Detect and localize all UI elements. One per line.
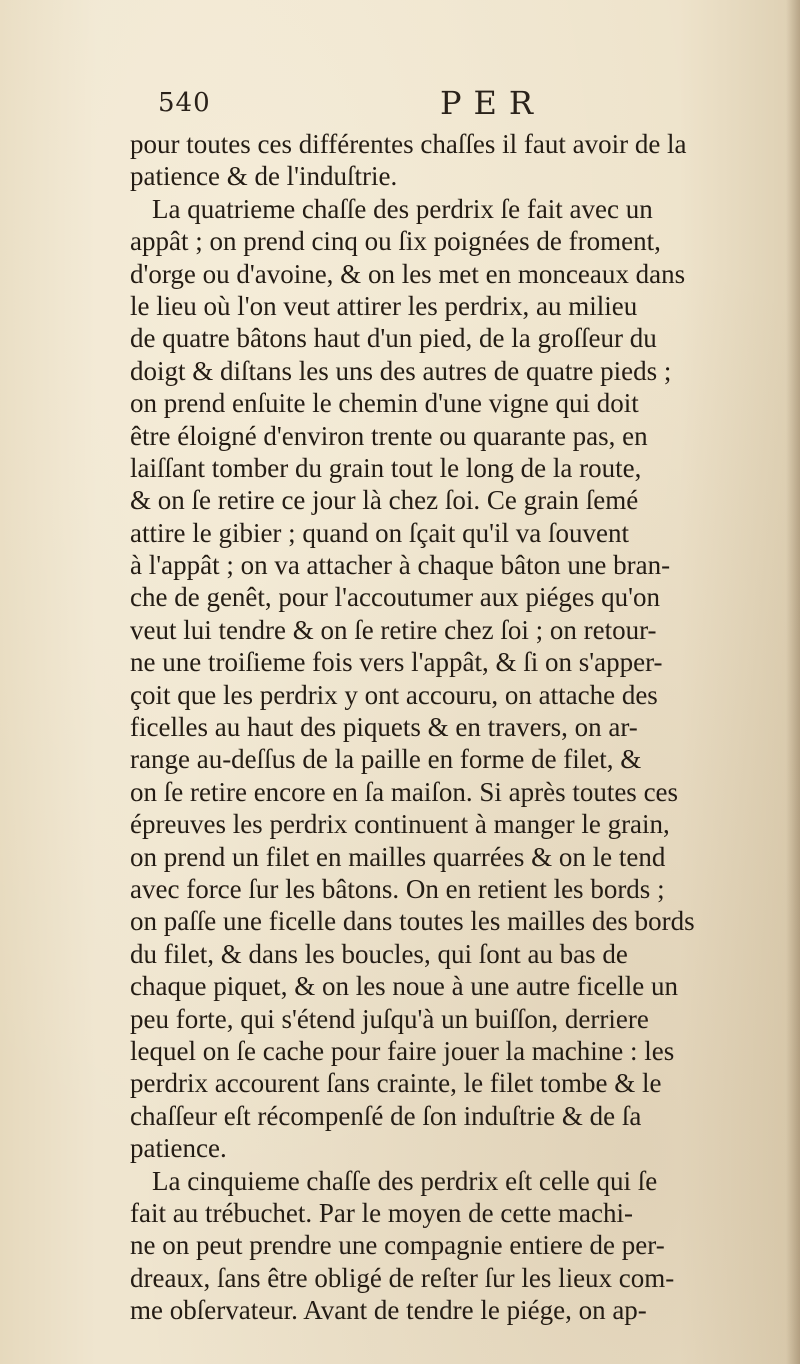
body-text [130, 128, 790, 1326]
text-line: patience & de l'induſtrie. [130, 161, 398, 192]
text-line: ne une troiſieme fois vers l'appât, & ſi on s'apper- [130, 647, 663, 678]
text-line: on prend enſuite le chemin d'une vigne qui doit [130, 388, 639, 419]
text-line: & on ſe retire ce jour là chez ſoi. Ce grain ſemé [130, 485, 639, 516]
text-line: dreaux, ſans être obligé de reſter ſur les lieux com- [130, 1262, 675, 1293]
running-head: PER [440, 84, 545, 122]
text-line: fait au trébuchet. Par le moyen de cette machi- [130, 1197, 634, 1228]
text-line: veut lui tendre & on ſe retire chez ſoi ; on retour- [130, 614, 657, 645]
text-line: être éloigné d'environ trente ou quarante pas, en [130, 420, 648, 451]
text-line: range au-deſſus de la paille en forme de filet, & [130, 744, 642, 775]
text-line: attire le gibier ; quand on ſçait qu'il va ſouvent [130, 517, 629, 548]
text-line: ne on peut prendre une compagnie entiere de per- [130, 1230, 665, 1261]
page-number: 540 [158, 88, 211, 118]
text-line: La cinquieme chaſſe des perdrix eſt celle qui ſe [152, 1165, 658, 1196]
text-line: perdrix accourent ſans crainte, le filet tombe & le [130, 1068, 662, 1099]
text-line: doigt & diſtans les uns des autres de quatre pieds ; [130, 355, 672, 386]
text-line: chaſſeur eſt récompenſé de ſon induſtrie & de ſa [130, 1100, 642, 1131]
text-line: avec force ſur les bâtons. On en retient les bords ; [130, 873, 665, 904]
text-line: laiſſant tomber du grain tout le long de la route, [130, 452, 642, 483]
text-line: pour toutes ces différentes chaſſes il faut avoir de la [130, 129, 687, 159]
text-line: on prend un filet en mailles quarrées & on le tend [130, 841, 666, 872]
text-line: d'orge ou d'avoine, & on les met en monceaux dans [130, 258, 686, 289]
text-line: appât ; on prend cinq ou ſix poignées de froment, [130, 226, 661, 257]
page-header [158, 84, 778, 128]
text-line: patience. [130, 1133, 227, 1164]
text-line: lequel on ſe cache pour faire jouer la machine : les [130, 1035, 675, 1066]
text-line: La quatrieme chaſſe des perdrix ſe fait avec un [152, 193, 653, 224]
text-line: on ſe retire encore en ſa maiſon. Si après toutes ces [130, 776, 679, 807]
text-line: du filet, & dans les boucles, qui ſont au bas de [130, 938, 628, 969]
text-line: le lieu où l'on veut attirer les perdrix, au milieu [130, 290, 638, 321]
text-line: à l'appât ; on va attacher à chaque bâton une bran- [130, 550, 671, 581]
text-line: de quatre bâtons haut d'un pied, de la groſſeur du [130, 323, 657, 354]
text-line: çoit que les perdrix y ont accouru, on attache des [130, 679, 658, 710]
text-line: épreuves les perdrix continuent à manger le grain, [130, 809, 670, 840]
text-line: che de genêt, pour l'accoutumer aux piéges qu'on [130, 582, 661, 613]
text-line: me obſervateur. Avant de tendre le piége, on ap- [130, 1295, 647, 1326]
text-line: peu forte, qui s'étend juſqu'à un buiſſon, derriere [130, 1003, 649, 1034]
text-line: ficelles au haut des piquets & en travers, on ar- [130, 712, 638, 743]
text-line: on paſſe une ficelle dans toutes les mailles des bords [130, 906, 695, 937]
text-line: chaque piquet, & on les noue à une autre ficelle un [130, 971, 679, 1002]
